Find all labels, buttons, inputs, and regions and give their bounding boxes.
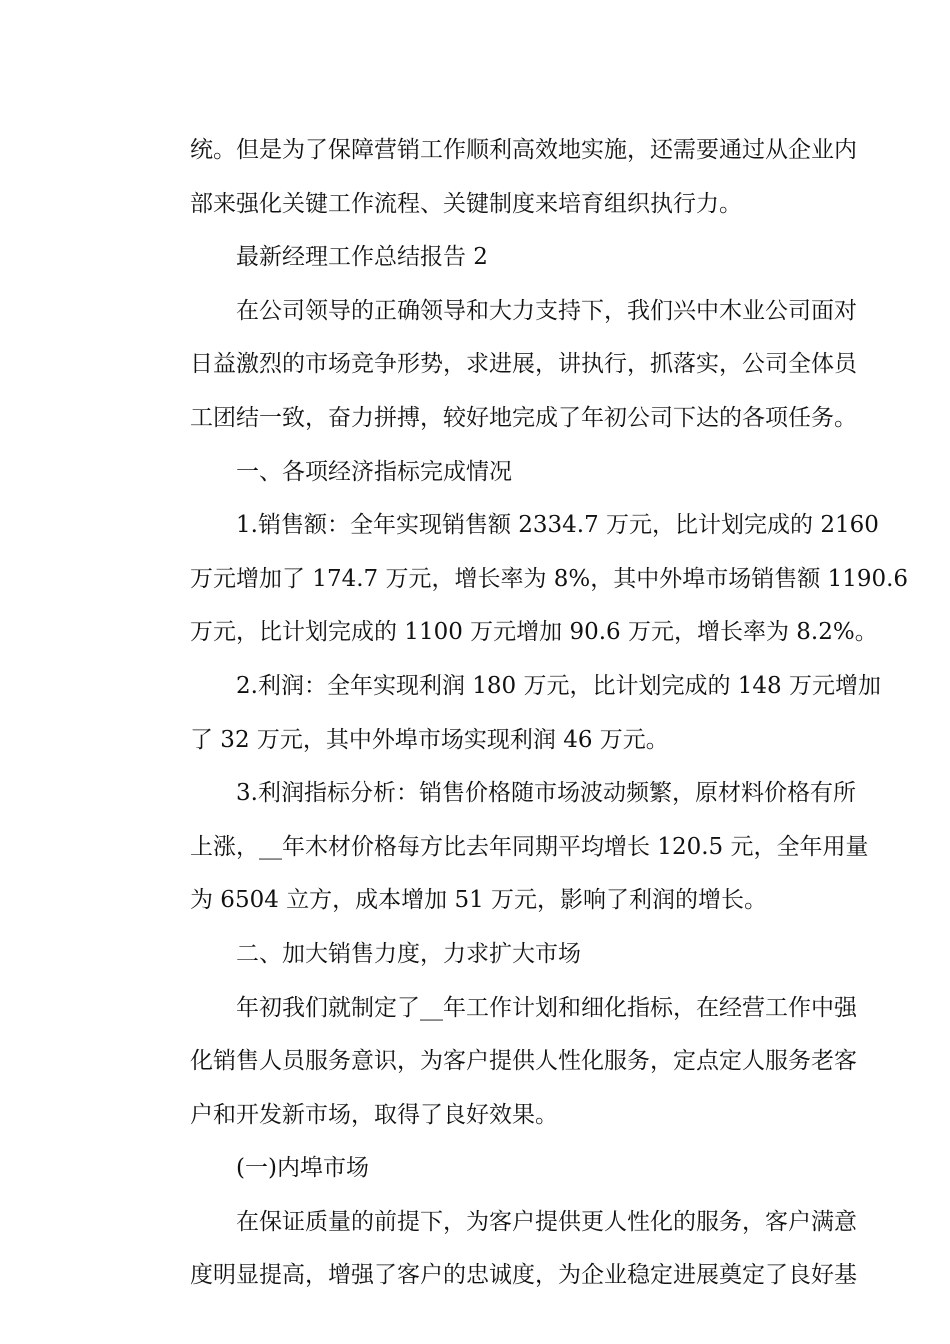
text-line: 日益激烈的市场竞争形势，求进展，讲执行，抓落实，公司全体员 [190, 351, 857, 378]
paragraph-report-title [144, 231, 814, 285]
paragraph-opening [144, 285, 857, 446]
text-line: 最新经理工作总结报告 2 [236, 244, 488, 271]
text-line: 在公司领导的正确领导和大力支持下，我们兴中木业公司面对 [236, 297, 857, 324]
text-line: 万元增加了 174.7 万元，增长率为 8%，其中外埠市场销售额 1190.6 [190, 565, 909, 592]
paragraph-section-2-heading [144, 928, 814, 982]
paragraph-section-1-heading [144, 446, 814, 500]
paragraph-subsection-1-heading [144, 1142, 814, 1196]
text-line: 化销售人员服务意识，为客户提供人性化服务，定点定人服务老客 [190, 1048, 857, 1075]
text-line: 部来强化关键工作流程、关键制度来培育组织执行力。 [190, 190, 742, 217]
paragraph-item-3-analysis [144, 767, 869, 928]
text-line: 统。但是为了保障营销工作顺利高效地实施，还需要通过从企业内 [190, 137, 857, 163]
text-line: 1.销售额：全年实现销售额 2334.7 万元，比计划完成的 2160 [236, 512, 879, 539]
text-line: 在保证质量的前提下，为客户提供更人性化的服务，客户满意 [236, 1208, 857, 1235]
text-line: 3.利润指标分析：销售价格随市场波动频繁，原材料价格有所 [236, 780, 856, 807]
text-line: 一、各项经济指标完成情况 [236, 458, 512, 485]
text-line: 年初我们就制定了__年工作计划和细化指标，在经营工作中强 [236, 994, 857, 1021]
text-line: (一)内埠市场 [236, 1155, 369, 1182]
text-line: 度明显提高，增强了客户的忠诚度，为企业稳定进展奠定了良好基 [190, 1262, 857, 1289]
text-line: 二、加大销售力度，力求扩大市场 [236, 940, 581, 967]
text-line: 2.利润：全年实现利润 180 万元，比计划完成的 148 万元增加 [236, 672, 881, 699]
paragraph-section-2-body [144, 982, 857, 1143]
paragraph-item-1-sales [144, 499, 909, 660]
text-line: 了 32 万元，其中外埠市场实现利润 46 万元。 [190, 726, 669, 753]
paragraph-item-2-profit [144, 660, 881, 767]
text-line: 工团结一致，奋力拼搏，较好地完成了年初公司下达的各项任务。 [190, 404, 857, 431]
paragraph-subsection-1-body [144, 1196, 857, 1303]
text-line: 上涨，__年木材价格每方比去年同期平均增长 120.5 元，全年用量 [190, 833, 869, 860]
paragraph-intro-continuation [144, 124, 857, 231]
document-body [144, 124, 909, 1303]
text-line: 为 6504 立方，成本增加 51 万元，影响了利润的增长。 [190, 887, 768, 914]
text-line: 户和开发新市场，取得了良好效果。 [190, 1101, 558, 1128]
text-line: 万元，比计划完成的 1100 万元增加 90.6 万元，增长率为 8.2%。 [190, 619, 878, 646]
